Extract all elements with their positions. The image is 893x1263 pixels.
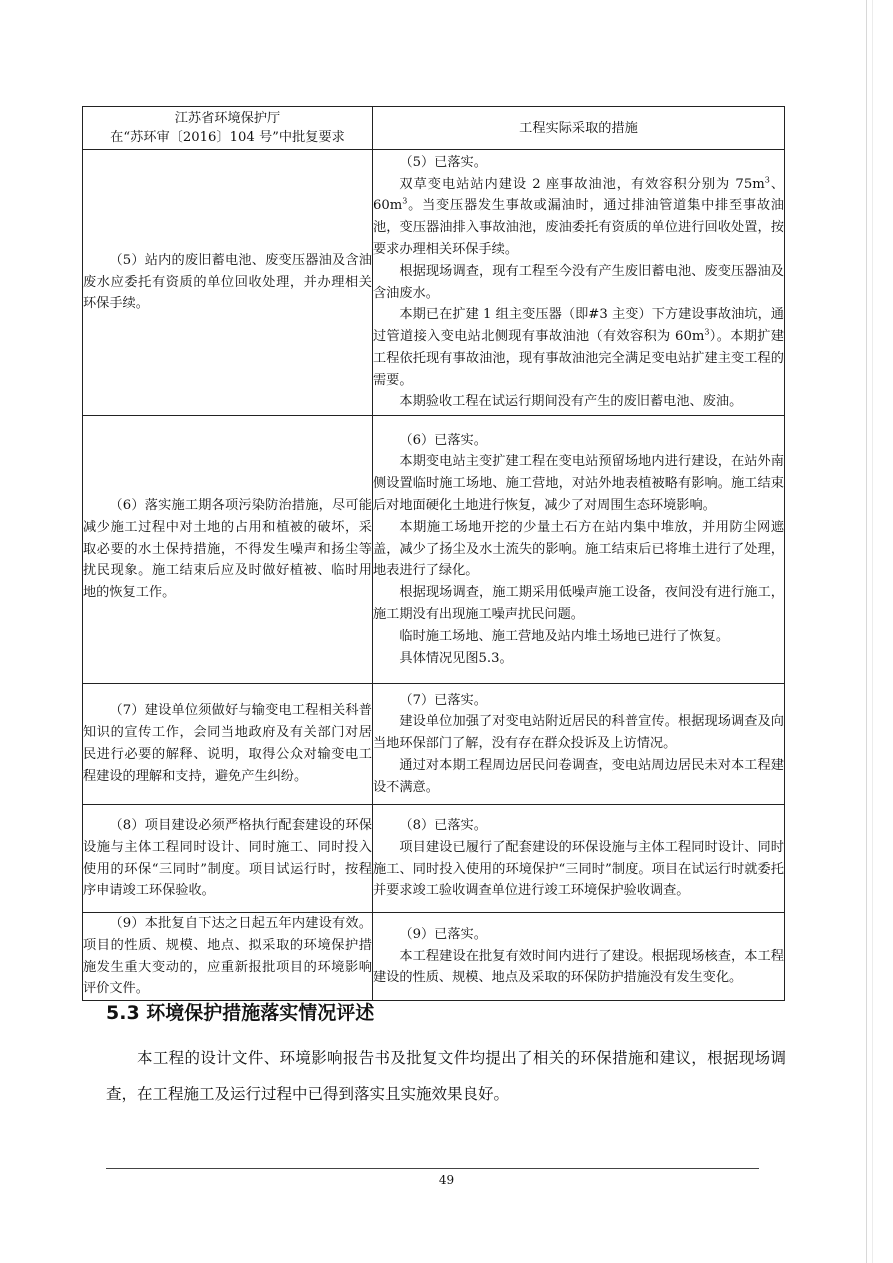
header-actual-measures: 工程实际采取的措施 [373,107,785,150]
measure-cell [373,913,785,1001]
table-row [83,416,785,684]
status-text: （6）已落实。 [399,432,487,448]
measure-paragraph: 建设单位加强了对变电站附近居民的科普宣传。根据现场调查及向当地环保部门了解，没有存在群众投诉及上访情况。 [373,714,784,752]
page-edge-line [866,0,867,1263]
measure-paragraph: 通过对本期工程周边居民问卷调查，变电站周边居民未对本工程建设不满意。 [373,757,784,795]
measure-cell [373,684,785,805]
page-edge-line [872,0,873,1263]
measure-paragraph: 根据现场调查，施工期采用低噪声施工设备，夜间没有进行施工，施工期没有出现施工噪声扰民问题。 [373,585,784,622]
header-authority: 江苏省环境保护厅 [174,111,281,126]
table-header-row [83,107,785,150]
page-number: 49 [438,1173,455,1187]
measure-paragraph: 本期验收工程在试运行期间没有产生的废旧蓄电池、废油。 [399,394,743,410]
measure-paragraph: 本期已在扩建 1 组主变压器（即#3 主变）下方建设事故油坑，通过管道接入变电站北侧现有事故油池（有效容积为 $60m^3$）。本期扩建工程依托现有事故油池，现有事故油池完全满足变电站扩建主变工程的需要。 [373,307,784,388]
measure-cell [373,150,785,416]
requirement-cell [83,805,373,913]
measure-cell [373,805,785,913]
table-row [83,913,785,1001]
measure-paragraph: 临时施工场地、施工营地及站内堆土场地已进行了恢复。 [399,628,730,644]
requirement-text: （7）建设单位须做好与输变电工程相关科普知识的宣传工作，会同当地政府及有关部门对居民进行必要的解释、说明，取得公众对输变电工程建设的理解和支持，避免产生纠纷。 [83,703,372,784]
requirement-text: （5）站内的废旧蓄电池、废变压器油及含油废水应委托有资质的单位回收处理，并办理相关环保手续。 [83,252,372,312]
status-text: （9）已落实。 [399,926,487,942]
table-row [83,150,785,416]
measure-paragraph: 本期施工场地开挖的少量土石方在站内集中堆放，并用防尘网遮盖，减少了扬尘及水土流失的影响。施工结束后已将堆土进行了处理，地表进行了绿化。 [373,519,784,579]
header-approval-requirement [83,107,373,150]
requirement-text: （9）本批复自下达之日起五年内建设有效。项目的性质、规模、地点、拟采取的环境保护措施发生重大变动的，应重新报批项目的环境影响评价文件。 [83,916,372,997]
measure-paragraph: 本工程建设在批复有效时间内进行了建设。根据现场核查，本工程建设的性质、规模、地点及采取的环保防护措施没有发生变化。 [373,948,784,986]
section-title: 5.3 环境保护措施落实情况评述 [106,1002,375,1024]
measure-paragraph: 双草变电站站内建设 2 座事故油池，有效容积分别为 $75m^3$、$60m^3$。当变压器发生事故或漏油时，通过排油管道集中排至事故油池，变压器油排入事故油池，废油委托有资质的单位进行回收处置，按要求办理相关环保手续。 [373,175,785,257]
measure-paragraph: 具体情况见图5.3。 [399,650,513,666]
measure-cell [373,416,785,684]
requirement-text: （6）落实施工期各项污染防治措施，尽可能减少施工过程中对土地的占用和植被的破坏，采取必要的水土保持措施，不得发生噪声和扬尘等扰民现象。施工结束后应及时做好植被、临时用地的恢复工作。 [83,498,372,601]
status-text: （8）已落实。 [399,817,487,833]
requirement-cell [83,150,373,416]
footer-rule [106,1168,759,1169]
status-text: （5）已落实。 [399,154,487,170]
requirement-cell [83,416,373,684]
section-body-paragraph: 本工程的设计文件、环境影响报告书及批复文件均提出了相关的环保措施和建议，根据现场调查，在工程施工及运行过程中已得到落实且实施效果良好。 [106,1049,786,1103]
approval-requirements-table [82,106,785,1001]
requirement-text: （8）项目建设必须严格执行配套建设的环保设施与主体工程同时设计、同时施工、同时投入使用的环保“三同时”制度。项目试运行时，按程序申请竣工环保验收。 [83,817,372,899]
status-text: （7）已落实。 [399,692,487,708]
requirement-cell [83,684,373,805]
measure-paragraph: 本期变电站主变扩建工程在变电站预留场地内进行建设，在站外南侧设置临时施工场地、施工营地，对站外地表植被略有影响。施工结束后对地面硬化土地进行恢复，减少了对周围生态环境影响。 [373,454,784,513]
table-row [83,805,785,913]
header-document-ref: 在“苏环审〔2016〕104 号”中批复要求 [110,130,345,145]
table-row [83,684,785,805]
measure-paragraph: 根据现场调查，现有工程至今没有产生废旧蓄电池、废变压器油及含油废水。 [373,263,784,301]
requirement-cell [83,913,373,1001]
measure-paragraph: 项目建设已履行了配套建设的环保设施与主体工程同时设计、同时施工、同时投入使用的环境保护“三同时”制度。项目在试运行时就委托并要求竣工验收调查单位进行竣工环境保护验收调查。 [373,839,784,899]
